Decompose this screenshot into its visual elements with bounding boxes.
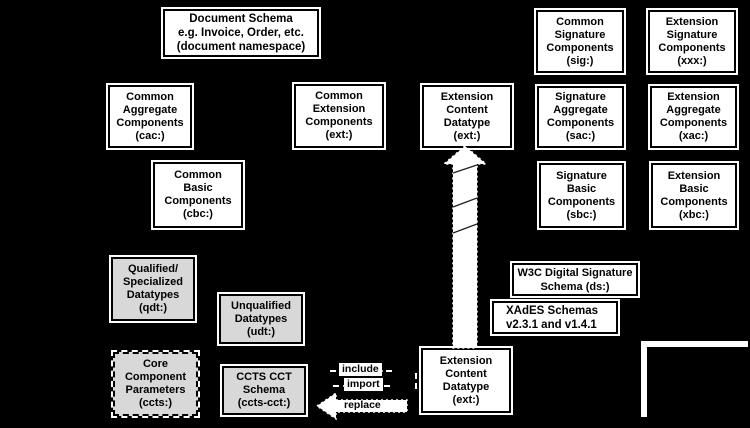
box-unqualified-datatypes: Unqualified Datatypes (udt:)	[219, 294, 303, 344]
box-xades-schemas: XAdES Schemas v2.3.1 and v1.4.1	[492, 301, 618, 334]
box-common-basic-components: Common Basic Components (cbc:)	[153, 162, 243, 228]
box-common-extension-components: Common Extension Components (ext:)	[294, 84, 384, 148]
box-ccts-cct-schema: CCTS CCT Schema (ccts-cct:)	[222, 366, 306, 415]
include-label: include	[339, 363, 382, 376]
box-extension-content-datatype-bottom: Extension Content Datatype (ext:)	[421, 348, 511, 413]
box-core-component-parameters: Core Component Parameters (ccts:)	[113, 352, 198, 416]
box-document-schema: Document Schema e.g. Invoice, Order, etc. (document namespace)	[163, 9, 319, 57]
box-extension-aggregate-components: Extension Aggregate Components (xac:)	[650, 86, 737, 148]
replace-label: replace	[344, 399, 381, 411]
replace-up-arrow-icon	[438, 143, 492, 353]
box-extension-basic-components: Extension Basic Components (xbc:)	[651, 163, 737, 228]
box-extension-content-datatype-top: Extension Content Datatype (ext:)	[422, 85, 512, 148]
box-w3c-digital-signature-schema: W3C Digital Signature Schema (ds:)	[512, 263, 638, 296]
box-common-signature-components: Common Signature Components (sig:)	[536, 10, 624, 73]
box-qualified-specialized-datatypes: Qualified/ Specialized Datatypes (qdt:)	[111, 257, 195, 321]
box-common-aggregate-components: Common Aggregate Components (cac:)	[108, 85, 192, 148]
partial-box-left-edge	[641, 341, 647, 417]
box-signature-aggregate-components: Signature Aggregate Components (sac:)	[537, 86, 624, 148]
box-signature-basic-components: Signature Basic Components (sbc:)	[539, 163, 624, 228]
box-extension-signature-components: Extension Signature Components (xxx:)	[648, 10, 736, 73]
legend-brace-mark	[415, 373, 417, 389]
import-label: import	[344, 378, 383, 391]
partial-box-top-edge	[643, 341, 748, 347]
